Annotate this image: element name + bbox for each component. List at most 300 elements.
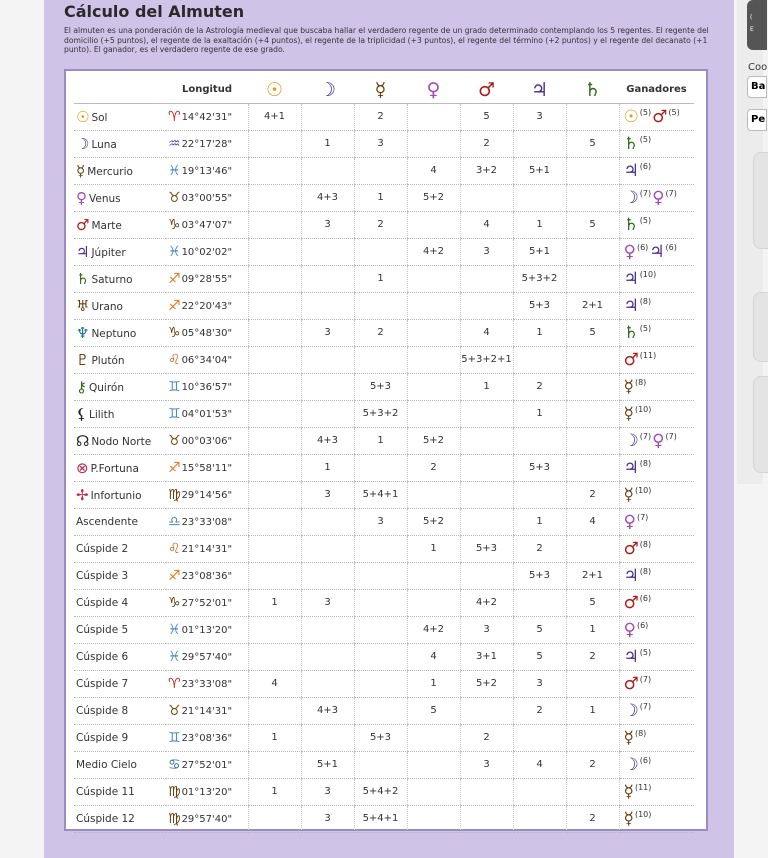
- mars-icon: ♂: [623, 538, 639, 559]
- capricorn-icon: ♑: [168, 594, 181, 611]
- infortune-icon: ✢: [76, 485, 89, 504]
- score-cell: [354, 670, 407, 697]
- body-name: Cúspide 7: [76, 677, 129, 690]
- score-cell: [513, 805, 566, 832]
- aries-icon: ♈: [168, 675, 181, 692]
- body-name-cell: [74, 697, 166, 724]
- mars-icon: ♂: [623, 673, 639, 694]
- score-cell: [248, 400, 301, 427]
- sagittarius-icon: ♐: [168, 297, 181, 314]
- body-name: Júpiter: [91, 246, 126, 259]
- body-name: Venus: [89, 192, 121, 205]
- sun-icon: ☉: [623, 106, 639, 127]
- longitude-value: 19°13'46": [181, 165, 233, 177]
- winners-cell: [619, 427, 694, 454]
- winner-score-value: 5: [642, 647, 648, 657]
- body-name-cell: [74, 535, 166, 562]
- winners-cell: [619, 643, 694, 670]
- winners-cell: [619, 184, 694, 211]
- winner-score: (5): [639, 107, 652, 117]
- winners-cell: [619, 373, 694, 400]
- score-cell: [566, 427, 619, 454]
- score-cell: [354, 292, 407, 319]
- score-cell: 2+1: [566, 292, 619, 319]
- longitude-cell: [166, 562, 248, 589]
- score-cell: 2: [354, 319, 407, 346]
- score-cell: 4: [566, 508, 619, 535]
- table-row: [74, 265, 694, 292]
- score-cell: [301, 103, 354, 130]
- score-cell: 3: [513, 103, 566, 130]
- longitude-value: 03°47'07": [181, 219, 233, 231]
- score-cell: [566, 157, 619, 184]
- body-name-cell: [74, 319, 166, 346]
- score-cell: 2: [354, 103, 407, 130]
- score-cell: [513, 184, 566, 211]
- score-cell: 5: [460, 103, 513, 130]
- body-name-cell: [74, 184, 166, 211]
- body-name: Plutón: [91, 354, 125, 367]
- winner-score: (10): [639, 269, 657, 279]
- body-name-cell: [74, 670, 166, 697]
- table-row: [74, 346, 694, 373]
- score-cell: [513, 427, 566, 454]
- score-cell: [248, 481, 301, 508]
- score-cell: [301, 562, 354, 589]
- score-cell: [248, 373, 301, 400]
- score-cell: 5+3: [354, 724, 407, 751]
- table-row: [74, 400, 694, 427]
- body-name-cell: [74, 724, 166, 751]
- score-cell: 4+2: [407, 616, 460, 643]
- score-cell: [301, 238, 354, 265]
- score-cell: 5+3+2+1: [460, 346, 513, 373]
- score-cell: [407, 778, 460, 805]
- score-cell: 3: [301, 589, 354, 616]
- longitude-cell: [166, 643, 248, 670]
- longitude-cell: [166, 400, 248, 427]
- score-cell: [354, 346, 407, 373]
- moon-icon: ☽: [623, 700, 639, 721]
- winner-score: (7): [636, 512, 649, 522]
- longitude-value: 06°34'04": [181, 354, 233, 366]
- score-cell: 4: [460, 319, 513, 346]
- longitude-value: 04°01'53": [181, 408, 233, 420]
- score-cell: 1: [354, 427, 407, 454]
- aries-icon: ♈: [168, 108, 181, 125]
- intro-paragraph: El almuten es una ponderación de la Astrología medieval que buscaba hallar el verdadero regente de un grado determinado contemplando los 5 regentes. El regente del domicilio (+5 puntos), el regente de la exaltación (+4 puntos), el regente de la triplicidad (+3 puntos), el regente del término (+2 puntos) y el regente del decanato (+1 punto). El ganador, es el verdadero regente de ese grado.: [64, 26, 709, 55]
- score-cell: [354, 238, 407, 265]
- longitude-cell: [166, 670, 248, 697]
- winner-score: (6): [639, 755, 652, 765]
- winner-score-value: 8: [642, 458, 648, 468]
- score-cell: [248, 130, 301, 157]
- winners-cell: [619, 265, 694, 292]
- jupiter-icon: ♃: [623, 565, 639, 586]
- score-cell: [460, 400, 513, 427]
- taurus-icon: ♉: [168, 189, 181, 206]
- body-name-cell: [74, 292, 166, 319]
- longitude-value: 27°52'01": [181, 597, 233, 609]
- longitude-value: 05°48'30": [181, 327, 233, 339]
- body-name-cell: [74, 238, 166, 265]
- winner-score-value: 5: [642, 134, 648, 144]
- winner-score-value: 7: [668, 431, 674, 441]
- body-name: Nodo Norte: [91, 435, 152, 448]
- longitude-cell: [166, 751, 248, 778]
- leo-icon: ♌: [168, 540, 181, 557]
- body-name: Medio Cielo: [76, 758, 137, 771]
- score-cell: 5: [566, 211, 619, 238]
- winner-score-value: 7: [642, 431, 648, 441]
- pisces-icon: ♓: [168, 162, 181, 179]
- score-cell: [301, 373, 354, 400]
- score-cell: [566, 400, 619, 427]
- winner-score-value: 8: [638, 377, 644, 387]
- sidebar-top-block: [747, 0, 767, 50]
- node-icon: ☊: [76, 431, 90, 450]
- longitude-value: 27°52'01": [181, 759, 233, 771]
- sidebar-select-2[interactable]: Pe: [747, 109, 767, 131]
- longitude-value: 14°42'31": [181, 111, 233, 123]
- score-cell: 3: [301, 481, 354, 508]
- winner-score: (8): [639, 458, 652, 468]
- winner-score-value: 11: [638, 782, 649, 792]
- score-cell: 4+3: [301, 427, 354, 454]
- score-cell: [566, 103, 619, 130]
- score-cell: 2: [566, 751, 619, 778]
- longitude-value: 21°14'31": [181, 705, 233, 717]
- winner-score: (6): [639, 161, 652, 171]
- score-cell: [407, 481, 460, 508]
- score-cell: [248, 643, 301, 670]
- score-cell: [407, 589, 460, 616]
- winner-score: (5): [639, 323, 652, 333]
- body-name: Infortunio: [90, 489, 142, 502]
- body-name: Saturno: [91, 273, 133, 286]
- table-row: [74, 211, 694, 238]
- longitude-value: 22°17'28": [181, 138, 233, 150]
- sidebar-card-3[interactable]: [753, 376, 768, 473]
- gemini-icon: ♊: [168, 405, 181, 422]
- body-name: Quirón: [89, 381, 125, 394]
- body-name: Cúspide 5: [76, 623, 129, 636]
- score-cell: 5+4+1: [354, 481, 407, 508]
- score-cell: 4+2: [460, 589, 513, 616]
- pluto-icon: ♇: [76, 350, 90, 369]
- score-cell: 4+3: [301, 697, 354, 724]
- score-cell: 2: [513, 373, 566, 400]
- taurus-icon: ♉: [168, 702, 181, 719]
- longitude-cell: [166, 805, 248, 832]
- body-name-cell: [74, 751, 166, 778]
- winners-cell: [619, 562, 694, 589]
- score-cell: [301, 508, 354, 535]
- header-longitude: Longitud: [166, 77, 248, 103]
- body-name: Cúspide 12: [76, 812, 135, 825]
- body-name: Cúspide 4: [76, 596, 129, 609]
- longitude-value: 29°14'56": [181, 489, 233, 501]
- score-cell: [566, 373, 619, 400]
- score-cell: [407, 292, 460, 319]
- score-cell: 2: [354, 211, 407, 238]
- chiron-icon: ⚷: [76, 377, 87, 396]
- score-cell: 1: [248, 589, 301, 616]
- body-name: Cúspide 2: [76, 542, 129, 555]
- mercury-icon: ☿: [623, 376, 634, 397]
- score-cell: 4+2: [407, 238, 460, 265]
- sidebar-top-line-1: (: [750, 14, 753, 21]
- body-name-cell: [74, 562, 166, 589]
- score-cell: [354, 535, 407, 562]
- winners-cell: [619, 535, 694, 562]
- score-cell: 4: [407, 643, 460, 670]
- longitude-cell: [166, 292, 248, 319]
- table-row: [74, 184, 694, 211]
- score-cell: [460, 454, 513, 481]
- mars-icon: ♂: [623, 349, 639, 370]
- score-cell: 4: [407, 157, 460, 184]
- longitude-value: 10°02'02": [181, 246, 233, 258]
- longitude-cell: [166, 535, 248, 562]
- moon-icon: ☽: [76, 134, 90, 153]
- longitude-cell: [166, 616, 248, 643]
- score-cell: 5+2: [407, 508, 460, 535]
- longitude-cell: [166, 508, 248, 535]
- winner-score-value: 5: [642, 215, 648, 225]
- winner-score-value: 7: [642, 188, 648, 198]
- winners-cell: [619, 670, 694, 697]
- score-cell: 2: [566, 643, 619, 670]
- score-cell: [248, 697, 301, 724]
- longitude-cell: [166, 427, 248, 454]
- saturn-icon: ♄: [623, 133, 639, 154]
- table-row: [74, 319, 694, 346]
- winner-score-value: 10: [638, 404, 649, 414]
- body-name-cell: [74, 130, 166, 157]
- longitude-value: 09°28'55": [181, 273, 233, 285]
- score-cell: 1: [513, 211, 566, 238]
- winner-score: (10): [634, 404, 652, 414]
- score-cell: [460, 805, 513, 832]
- body-name-cell: [74, 211, 166, 238]
- saturn-icon: ♄: [623, 322, 639, 343]
- header-winners: Ganadores: [619, 77, 694, 103]
- score-cell: 5+3+2: [354, 400, 407, 427]
- score-cell: 2: [566, 805, 619, 832]
- table-row: [74, 103, 694, 130]
- score-cell: [407, 103, 460, 130]
- body-name-cell: [74, 778, 166, 805]
- winners-cell: [619, 589, 694, 616]
- score-cell: 1: [513, 400, 566, 427]
- winner-score: (7): [639, 188, 652, 198]
- score-cell: [248, 211, 301, 238]
- score-cell: 3: [460, 616, 513, 643]
- longitude-cell: [166, 157, 248, 184]
- body-name-cell: [74, 589, 166, 616]
- body-name-cell: [74, 427, 166, 454]
- score-cell: [566, 724, 619, 751]
- score-cell: 4: [248, 670, 301, 697]
- table-row: [74, 562, 694, 589]
- score-cell: 5+4+1: [354, 805, 407, 832]
- right-sidebar: [737, 0, 768, 484]
- winner-score-value: 5: [671, 107, 677, 117]
- gemini-icon: ♊: [168, 378, 181, 395]
- score-cell: [354, 589, 407, 616]
- score-cell: [248, 751, 301, 778]
- winner-score-value: 5: [642, 107, 648, 117]
- pisces-icon: ♓: [168, 621, 181, 638]
- winners-cell: [619, 724, 694, 751]
- longitude-cell: [166, 184, 248, 211]
- moon-icon: ☽: [623, 430, 639, 451]
- score-cell: 3: [460, 238, 513, 265]
- winners-cell: [619, 103, 694, 130]
- header-moon-icon: ☽: [301, 77, 354, 103]
- table-row: [74, 238, 694, 265]
- winner-score-value: 10: [638, 485, 649, 495]
- header-saturn-icon: ♄: [566, 77, 619, 103]
- winners-cell: [619, 292, 694, 319]
- table-row: [74, 778, 694, 805]
- score-cell: [566, 265, 619, 292]
- table-header: [74, 77, 694, 103]
- winner-score: (8): [639, 566, 652, 576]
- score-cell: 5: [566, 589, 619, 616]
- score-cell: 3: [354, 508, 407, 535]
- winner-score-value: 7: [668, 188, 674, 198]
- header-mars-icon: ♂: [460, 77, 513, 103]
- winners-cell: [619, 697, 694, 724]
- body-name: Cúspide 8: [76, 704, 129, 717]
- score-cell: 4+1: [248, 103, 301, 130]
- body-name-cell: [74, 481, 166, 508]
- table-row: [74, 697, 694, 724]
- winner-score: (6): [636, 620, 649, 630]
- table-row: [74, 670, 694, 697]
- score-cell: 5: [513, 643, 566, 670]
- winner-score: (6): [665, 242, 677, 252]
- winner-score-value: 6: [640, 242, 646, 252]
- score-cell: [407, 400, 460, 427]
- score-cell: 1: [354, 184, 407, 211]
- pisces-icon: ♓: [168, 648, 181, 665]
- longitude-cell: [166, 103, 248, 130]
- score-cell: 5+1: [301, 751, 354, 778]
- score-cell: [354, 643, 407, 670]
- winner-score-value: 10: [638, 809, 649, 819]
- table-body: [74, 103, 694, 832]
- venus-icon: ♀: [623, 619, 636, 640]
- score-cell: 5+2: [460, 670, 513, 697]
- score-cell: [407, 211, 460, 238]
- winner-score-value: 7: [642, 674, 648, 684]
- score-cell: 2: [460, 724, 513, 751]
- venus-icon: ♀: [652, 430, 665, 451]
- score-cell: [248, 292, 301, 319]
- mercury-icon: ☿: [623, 727, 634, 748]
- score-cell: [460, 184, 513, 211]
- score-cell: 3: [354, 130, 407, 157]
- sidebar-select-1[interactable]: Ba: [747, 76, 767, 98]
- body-name-cell: [74, 805, 166, 832]
- header-venus-icon: ♀: [407, 77, 460, 103]
- winner-score-value: 6: [642, 593, 648, 603]
- score-cell: 1: [460, 373, 513, 400]
- winner-score-value: 6: [642, 755, 648, 765]
- body-name-cell: [74, 103, 166, 130]
- winner-score: (7): [665, 188, 677, 198]
- table-row: [74, 751, 694, 778]
- sidebar-card-2[interactable]: [753, 292, 768, 362]
- body-name: Cúspide 6: [76, 650, 129, 663]
- score-cell: [460, 697, 513, 724]
- table-row: [74, 454, 694, 481]
- score-cell: 1: [354, 265, 407, 292]
- body-name: Lilith: [89, 408, 115, 421]
- mars-icon: ♂: [623, 592, 639, 613]
- score-cell: [566, 346, 619, 373]
- longitude-value: 03°00'55": [181, 192, 233, 204]
- score-cell: [248, 535, 301, 562]
- score-cell: 3: [301, 778, 354, 805]
- winner-score: (8): [639, 539, 652, 549]
- body-name: Cúspide 9: [76, 731, 129, 744]
- longitude-cell: [166, 265, 248, 292]
- jupiter-icon: ♃: [623, 646, 639, 667]
- winner-score: (7): [665, 431, 677, 441]
- almuten-table-box: [64, 69, 708, 831]
- venus-icon: ♀: [623, 511, 636, 532]
- score-cell: 5: [513, 616, 566, 643]
- score-cell: 4: [513, 751, 566, 778]
- longitude-value: 00°03'06": [181, 435, 233, 447]
- score-cell: 3: [460, 751, 513, 778]
- score-cell: [566, 184, 619, 211]
- score-cell: 5+1: [513, 238, 566, 265]
- longitude-cell: [166, 589, 248, 616]
- score-cell: [248, 562, 301, 589]
- score-cell: [407, 751, 460, 778]
- jupiter-icon: ♃: [76, 242, 90, 261]
- longitude-value: 23°33'08": [181, 678, 233, 690]
- body-name: Sol: [91, 111, 108, 124]
- mars-icon: ♂: [76, 215, 90, 234]
- sun-icon: ☉: [76, 107, 90, 126]
- table-row: [74, 157, 694, 184]
- winner-score: (5): [668, 107, 680, 117]
- score-cell: [248, 427, 301, 454]
- score-cell: 5+2: [407, 427, 460, 454]
- sagittarius-icon: ♐: [168, 270, 181, 287]
- longitude-value: 10°36'57": [181, 381, 233, 393]
- winner-score: (5): [639, 134, 652, 144]
- score-cell: [354, 157, 407, 184]
- sidebar-card-1[interactable]: [753, 152, 768, 249]
- score-cell: [354, 562, 407, 589]
- winner-score-value: 6: [640, 620, 646, 630]
- score-cell: [248, 508, 301, 535]
- venus-icon: ♀: [623, 241, 636, 262]
- header-body: [74, 77, 166, 103]
- score-cell: [248, 157, 301, 184]
- score-cell: [301, 292, 354, 319]
- jupiter-icon: ♃: [649, 241, 665, 262]
- winner-score-value: 8: [642, 296, 648, 306]
- sagittarius-icon: ♐: [168, 567, 181, 584]
